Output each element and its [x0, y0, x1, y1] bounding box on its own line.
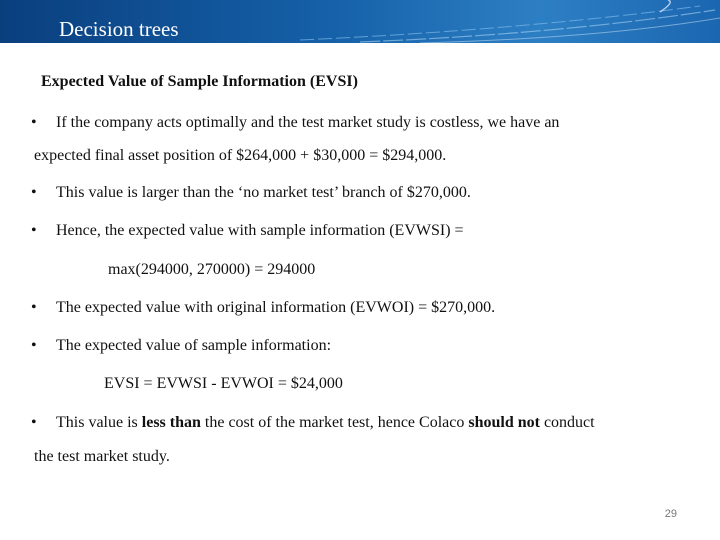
section-heading: Expected Value of Sample Information (EVSI): [41, 73, 358, 90]
bullet-text: The expected value with original information (EVWOI) = $270,000.: [56, 299, 496, 316]
bullet-marker: •: [31, 337, 37, 354]
emphasis-text: should not: [468, 414, 540, 431]
bullet-text: [56, 414, 595, 432]
bullet-marker: •: [31, 299, 37, 316]
text-run: This value is: [56, 414, 142, 431]
title-banner: [0, 0, 720, 43]
bullet-marker: •: [31, 222, 37, 239]
bullet-marker: •: [31, 414, 37, 431]
bullet-text-continued: expected final asset position of $264,000 + $30,000 = $294,000.: [34, 147, 447, 164]
text-run: the cost of the market test, hence Colaco: [200, 414, 469, 431]
formula-text: EVSI = EVWSI - EVWOI = $24,000: [104, 375, 343, 392]
bullet-text: If the company acts optimally and the test market study is costless, we have an: [56, 114, 560, 131]
bullet-text: Hence, the expected value with sample information (EVWSI) =: [56, 222, 464, 239]
bullet-text: The expected value of sample information:: [56, 337, 332, 354]
text-run: conduct: [539, 414, 595, 431]
bullet-text-continued: the test market study.: [34, 448, 170, 465]
bullet-marker: •: [31, 184, 37, 201]
emphasis-text: less than: [141, 414, 201, 431]
slide-title: Decision trees: [59, 17, 179, 41]
page-number: 29: [664, 508, 677, 520]
formula-text: max(294000, 270000) = 294000: [108, 261, 316, 278]
bullet-marker: •: [31, 114, 37, 131]
bullet-text: This value is larger than the ‘no market test’ branch of $270,000.: [56, 184, 471, 201]
